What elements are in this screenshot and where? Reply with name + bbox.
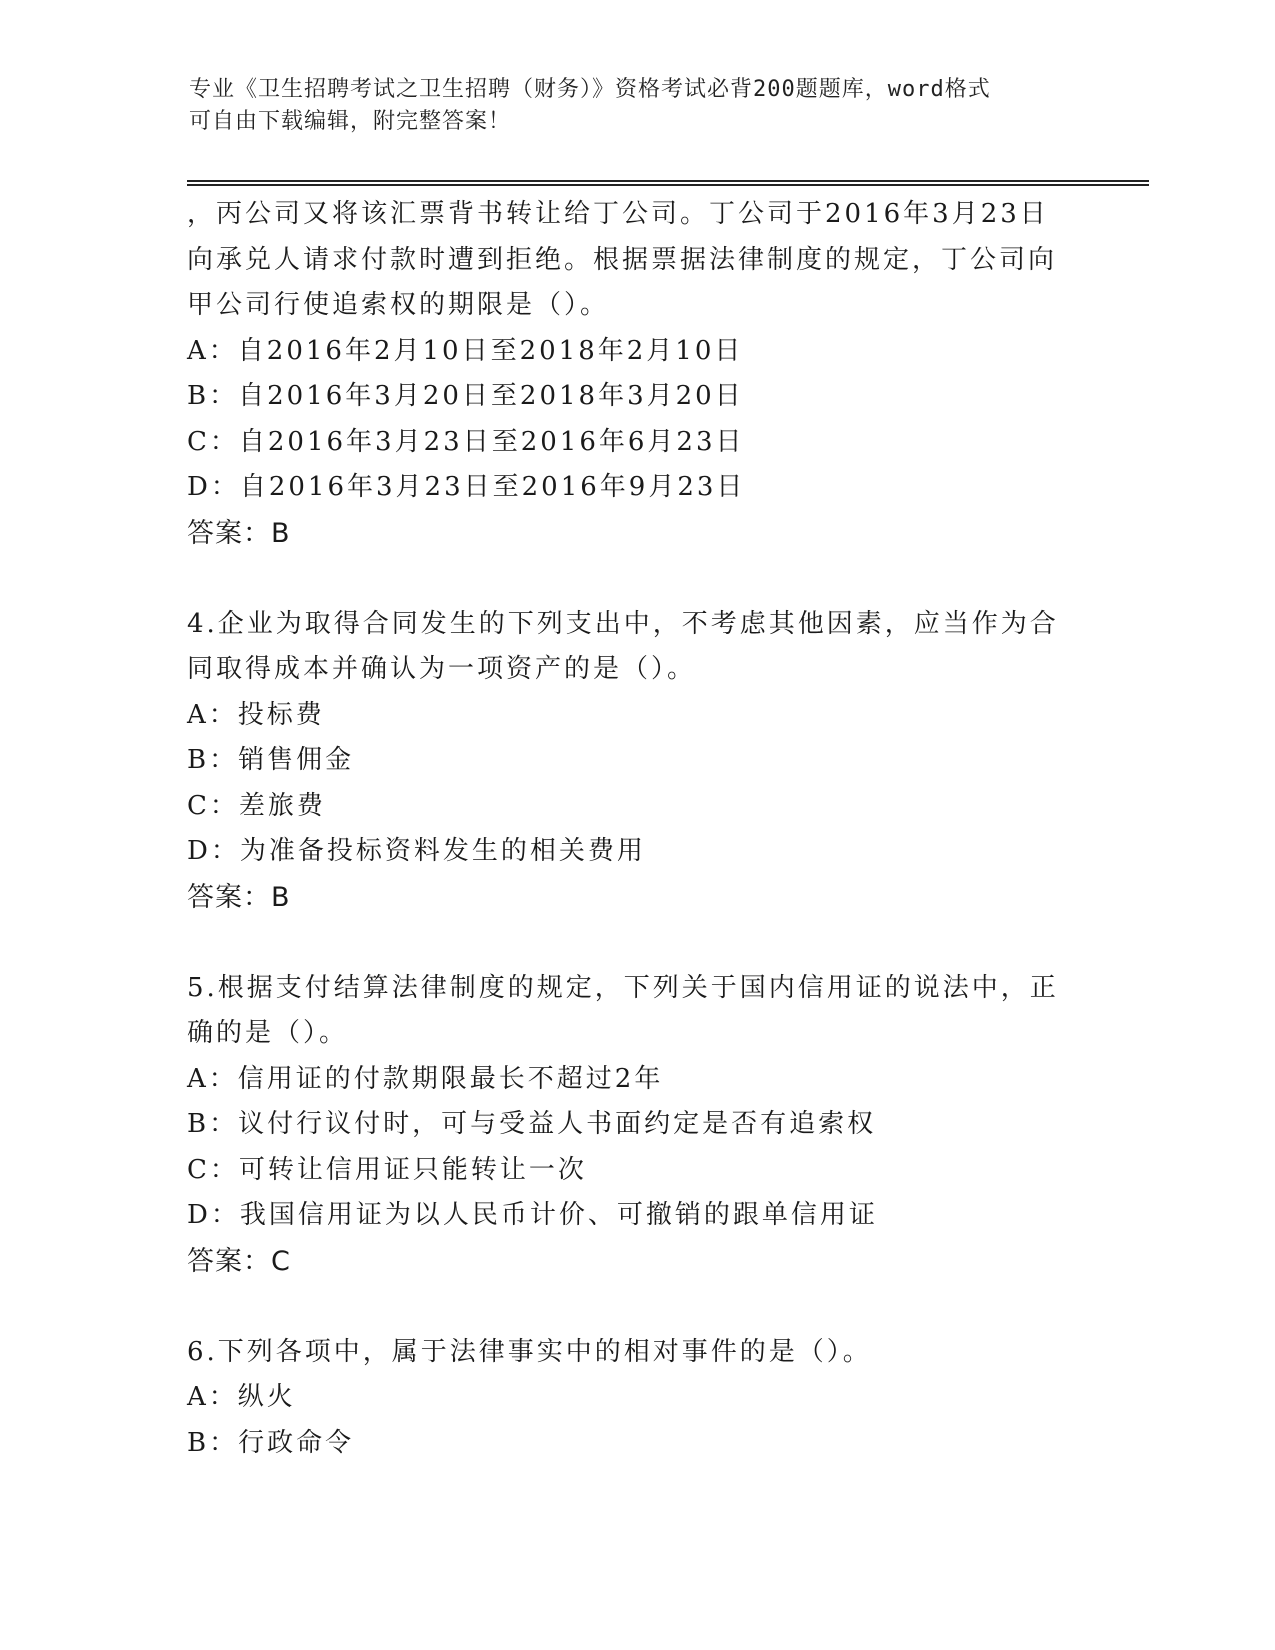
question-text-line: 向承兑人请求付款时遭到拒绝。根据票据法律制度的规定，丁公司向 [187, 244, 1058, 275]
header-line-1: 专业《卫生招聘考试之卫生招聘（财务）》资格考试必背200题题库，word格式 [189, 77, 991, 102]
question-4 [187, 602, 1067, 921]
header-line-2: 可自由下载编辑，附完整答案！ [189, 109, 512, 134]
question-text-line: 5.根据支付结算法律制度的规定，下列关于国内信用证的说法中，正 [187, 972, 1059, 1003]
option-a: A：自2016年2月10日至2018年2月10日 [187, 335, 744, 366]
option-a: A：纵火 [187, 1382, 296, 1412]
answer: 答案：C [187, 1245, 291, 1277]
option-d: D：为准备投标资料发生的相关费用 [187, 836, 646, 866]
question-text-line: 同取得成本并确认为一项资产的是（）。 [187, 654, 697, 684]
option-b: B：行政命令 [187, 1427, 355, 1458]
option-a: A：信用证的付款期限最长不超过2年 [187, 1063, 664, 1094]
option-d: D：自2016年3月23日至2016年9月23日 [187, 472, 746, 502]
document-body [187, 192, 1067, 1466]
question-3 [187, 192, 1067, 556]
option-c: C：差旅费 [187, 790, 326, 821]
option-b: B：销售佣金 [187, 745, 355, 775]
answer: 答案：B [187, 881, 291, 913]
spacer [187, 556, 1067, 602]
document-header [189, 74, 1069, 138]
question-text-line: 确的是（）。 [187, 1018, 349, 1048]
option-a: A：投标费 [187, 699, 325, 730]
question-5 [187, 966, 1067, 1285]
option-c: C：自2016年3月23日至2016年6月23日 [187, 426, 745, 457]
option-b: B：自2016年3月20日至2018年3月20日 [187, 381, 744, 411]
header-divider [187, 180, 1149, 186]
question-text-line: 甲公司行使追索权的期限是（）。 [187, 290, 610, 320]
option-c: C：可转让信用证只能转让一次 [187, 1154, 587, 1185]
spacer [187, 1284, 1067, 1330]
answer: 答案：B [187, 517, 291, 549]
spacer [187, 920, 1067, 966]
question-text-line: ，丙公司又将该汇票背书转让给丁公司。丁公司于2016年3月23日 [187, 199, 1049, 229]
option-b: B：议付行议付时，可与受益人书面约定是否有追索权 [187, 1109, 877, 1139]
question-text-line: 6.下列各项中，属于法律事实中的相对事件的是（）。 [187, 1336, 872, 1367]
question-text-line: 4.企业为取得合同发生的下列支出中，不考虑其他因素，应当作为合 [187, 608, 1059, 639]
option-d: D：我国信用证为以人民币计价、可撤销的跟单信用证 [187, 1200, 878, 1230]
question-6 [187, 1330, 1067, 1467]
